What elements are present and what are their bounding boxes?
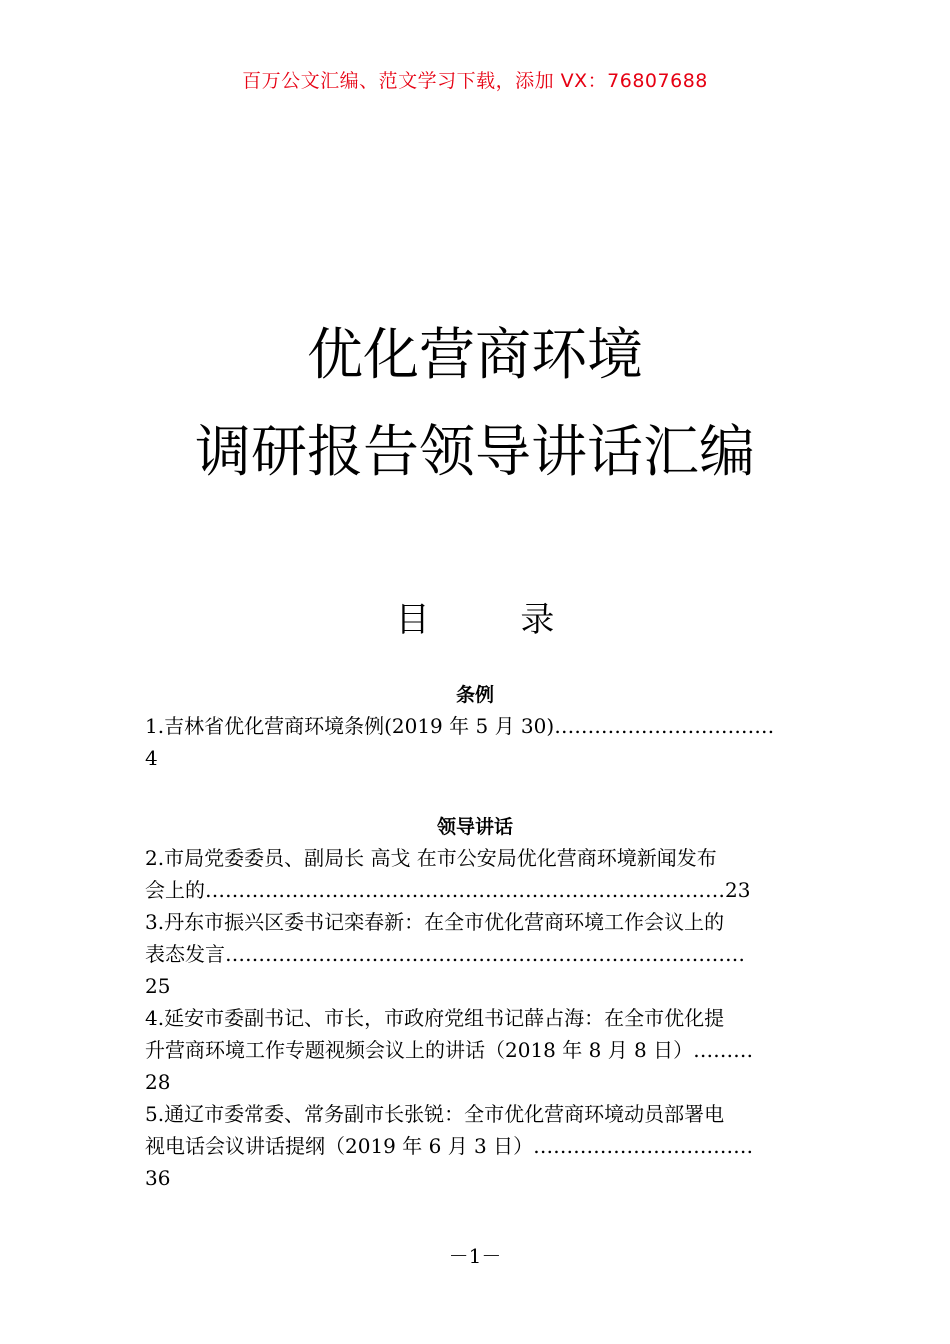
section-heading-speeches: 领导讲话 xyxy=(436,816,513,838)
toc-entry-1-page[interactable]: 4 xyxy=(145,746,158,770)
toc-entry-3-page[interactable]: 25 xyxy=(145,974,171,998)
toc-entry-3-line-2[interactable]: 表态发言…………………………………………………………………… xyxy=(145,942,745,966)
toc-entry-4-line-2[interactable]: 升营商环境工作专题视频会议上的讲话（2018 年 8 月 8 日）……… xyxy=(145,1038,754,1062)
page-number: －1－ xyxy=(448,1244,502,1268)
toc-entry-2-line-2[interactable]: 会上的……………………………………………………………………23 xyxy=(145,878,751,902)
toc-entry-5-line-2[interactable]: 视电话会议讲话提纲（2019 年 6 月 3 日）…………………………… xyxy=(145,1134,754,1158)
toc-entry-5-line-1[interactable]: 5.通辽市委常委、常务副市长张锐：全市优化营商环境动员部署电 xyxy=(145,1102,725,1126)
document-title-line-2: 调研报告领导讲话汇编 xyxy=(195,420,755,485)
toc-entry-1-line-1[interactable]: 1.吉林省优化营商环境条例(2019 年 5 月 30)…………………………… xyxy=(145,714,775,738)
toc-section-regulations xyxy=(145,710,805,774)
toc-entry-5-page[interactable]: 36 xyxy=(145,1166,171,1190)
toc-entry-4-line-1[interactable]: 4.延安市委副书记、市长，市政府党组书记薛占海：在全市优化提 xyxy=(145,1006,725,1030)
toc-heading: 目 录 xyxy=(395,600,595,640)
toc-entry-3-line-1[interactable]: 3.丹东市振兴区委书记栾春新：在全市优化营商环境工作会议上的 xyxy=(145,910,725,934)
toc-section-speeches xyxy=(145,842,805,1194)
watermark-banner: 百万公文汇编、范文学习下载，添加 VX：76807688 xyxy=(242,70,708,92)
toc-entry-2-line-1[interactable]: 2.市局党委委员、副局长 高戈 在市公安局优化营商环境新闻发布 xyxy=(145,846,717,870)
toc-entry-4-page[interactable]: 28 xyxy=(145,1070,171,1094)
document-title-line-1: 优化营商环境 xyxy=(307,323,643,388)
section-heading-regulations: 条例 xyxy=(455,684,494,706)
